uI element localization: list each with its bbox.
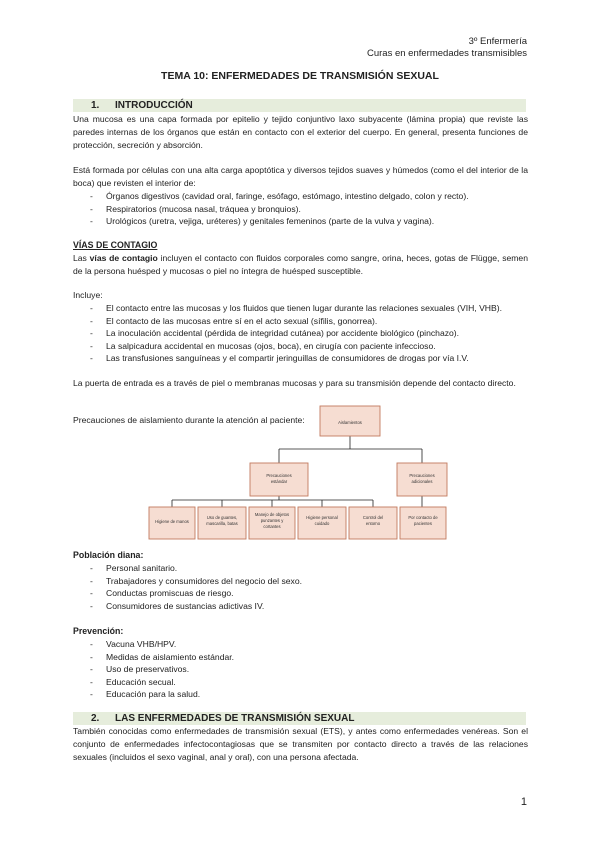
isolation-diagram bbox=[0, 400, 600, 540]
paragraph-ets: También conocidas como enfermedades de transmisión sexual (ETS), y antes como enfermedades venéreas. Son el conjunto de enfermedades infectocontagiosas que se transmiten por contacto directo a través de las relaciones sexuales (incluidos el sexo vaginal, anal y oral), con una persona afectada. bbox=[73, 726, 528, 762]
list-item: - Respiratorios (mucosa nasal, tráquea y bronquios). bbox=[73, 203, 469, 216]
diagram-leaf-label: Higiene personal cuidado bbox=[306, 515, 338, 526]
list-item: - Órganos digestivos (cavidad oral, faringe, esófago, estómago, intestino delgado, colon y recto). bbox=[73, 190, 469, 203]
page-number: 1 bbox=[520, 796, 527, 808]
header-course: 3º Enfermería bbox=[468, 36, 527, 47]
poblacion-list bbox=[73, 562, 302, 612]
list-item: - Consumidores de sustancias adictivas IV. bbox=[73, 600, 302, 613]
prevencion-list bbox=[73, 638, 234, 701]
paragraph-entry: La puerta de entrada es a través de piel o membranas mucosas y para su transmisión depende del contacto directo. bbox=[73, 378, 516, 388]
diagram-leaf-label: Por contacto de pacientes bbox=[408, 515, 438, 526]
section-title: LAS ENFERMEDADES DE TRANSMISIÓN SEXUAL bbox=[115, 713, 355, 724]
list-item: - Educación secual. bbox=[73, 676, 234, 689]
list-item: - Conductas promiscuas de riesgo. bbox=[73, 587, 302, 600]
list-item: - Vacuna VHB/HPV. bbox=[73, 638, 234, 651]
list-item: - El contacto entre las mucosas y los fluidos que tienen lugar durante las relaciones sexuales (VIH, VHB). bbox=[73, 302, 502, 315]
list-item: - El contacto de las mucosas entre sí en el acto sexual (sífilis, gonorrea). bbox=[73, 315, 502, 328]
prevencion-heading: Prevención: bbox=[73, 626, 124, 636]
list-item: - Uso de preservativos. bbox=[73, 663, 234, 676]
list-item: - Educación para la salud. bbox=[73, 688, 234, 701]
page-header bbox=[367, 36, 527, 60]
diagram-right-label: Precauciones adicionales bbox=[409, 473, 435, 484]
section-number: 2. bbox=[91, 713, 100, 724]
diagram-left-label: Precauciones estándar bbox=[266, 473, 292, 484]
diagram-leaf-label: Uso de guantes, mascarilla, batas bbox=[206, 515, 238, 526]
document-title: TEMA 10: ENFERMEDADES DE TRANSMISIÓN SEXUAL bbox=[161, 70, 439, 82]
paragraph-vias: Las vías de contagio incluyen el contacto con fluidos corporales como sangre, orina, heces, gotas de Flügge, semen de la persona huésped y mucosas o piel no íntegra de huésped susceptible. bbox=[73, 253, 528, 276]
poblacion-heading: Población diana: bbox=[73, 550, 144, 560]
section-heading-1 bbox=[73, 99, 526, 112]
organ-list bbox=[73, 190, 469, 228]
list-item: - La salpicadura accidental en mucosas (ojos, boca), en cirugía con paciente infeccioso. bbox=[73, 340, 502, 353]
paragraph-mucosa: Una mucosa es una capa formada por epitelio y tejido conjuntivo laxo subyacente (lámina propia) que reviste las paredes internas de los órganos que están en contacto con el exterior del cuerpo. En general, presenta funciones de protección, secreción y absorción. bbox=[73, 114, 528, 150]
contagion-list bbox=[73, 302, 502, 365]
list-item: - Trabajadores y consumidores del negocio del sexo. bbox=[73, 575, 302, 588]
list-item: - Las transfusiones sanguíneas y el compartir jeringuillas de consumidores de drogas por vía I.V. bbox=[73, 352, 502, 365]
diagram-root-label: Aislamientos bbox=[338, 420, 362, 425]
section-number: 1. bbox=[91, 100, 100, 111]
paragraph-composition: Está formada por células con una alta carga apoptótica y diversos tejidos suaves y húmedos (como el del interior de la boca) que revisten el interior de: bbox=[73, 165, 528, 188]
section-title: INTRODUCCIÓN bbox=[115, 100, 193, 111]
diagram-leaf-label: Higiene de manos bbox=[155, 519, 189, 524]
diagram-leaf-label: Manejo de objetos punzantes y cortantes bbox=[254, 512, 290, 529]
diagram-leaf-label: Control del entorno bbox=[362, 515, 384, 526]
list-item: - Personal sanitario. bbox=[73, 562, 302, 575]
header-subject: Curas en enfermedades transmisibles bbox=[367, 48, 527, 59]
vias-heading: VÍAS DE CONTAGIO bbox=[73, 240, 158, 250]
paragraph-precautions: Precauciones de aislamiento durante la atención al paciente: bbox=[73, 415, 305, 425]
list-item: - Urológicos (uretra, vejiga, uréteres) y genitales femeninos (parte de la vulva y vagina). bbox=[73, 215, 469, 228]
incluye-label: Incluye: bbox=[73, 290, 103, 300]
list-item: - La inoculación accidental (pérdida de integridad cutánea) por accidente biológico (pinchazo). bbox=[73, 327, 502, 340]
section-heading-2 bbox=[73, 712, 526, 725]
list-item: - Medidas de aislamiento estándar. bbox=[73, 651, 234, 664]
